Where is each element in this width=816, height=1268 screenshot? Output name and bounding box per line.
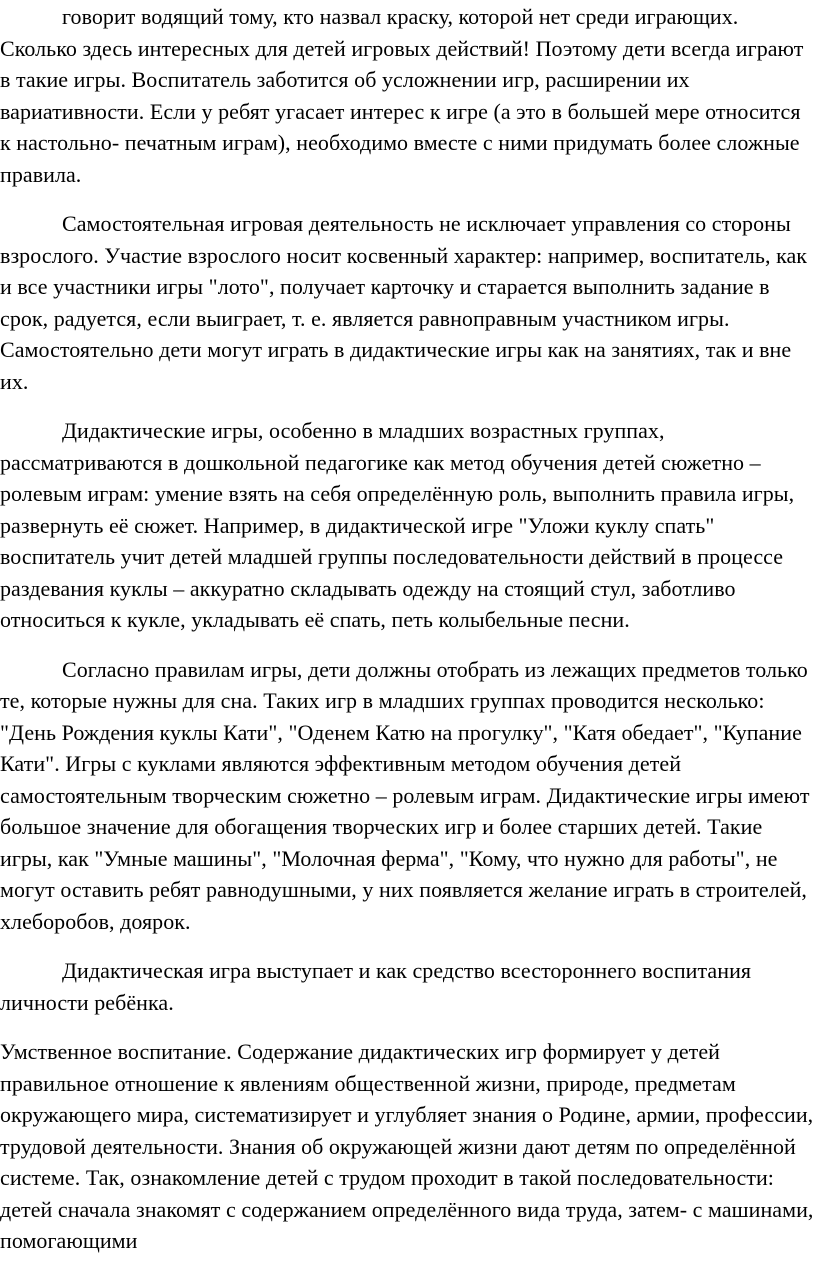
- paragraph: Умственное воспитание. Содержание дидактических игр формирует у детей правильное отношение к явлениям общественной жизни, природе, предметам окружающего мира, систематизирует и углубляет знания о Родине, армии, профессии, трудовой деятельности. Знания об окружающей жизни дают детям по определённой системе. Так, ознакомление детей с трудом проходит в такой последовательности: детей сначала знакомят с содержанием определённого вида труда, затем- с машинами, помогающими: [0, 1039, 814, 1253]
- paragraph: говорит водящий тому, кто назвал краску, которой нет среди играющих. Сколько здесь интересных для детей игровых действий! Поэтому дети всегда играют в такие игры. Воспитатель заботится об усложнении игр, расширении их вариативности. Если у ребят угасает интерес к игре (а это в большей мере относится к настольно- печатным играм), необходимо вместе с ними придумать более сложные правила.: [0, 4, 804, 187]
- paragraph: Самостоятельная игровая деятельность не исключает управления со стороны взрослого. Участие взрослого носит косвенный характер: например, воспитатель, как и все участники игры "лото", получает карточку и старается выполнить задание в срок, радуется, если выиграет, т. е. является равноправным участником игры. Самостоятельно дети могут играть в дидактические игры как на занятиях, так и вне их.: [0, 211, 808, 394]
- paragraph: Согласно правилам игры, дети должны отобрать из лежащих предметов только те, которые нужны для сна. Таких игр в младших группах проводится несколько: "День Рождения куклы Кати", "Оденем Катю на прогулку", "Катя обедает", "Купание Кати". Игры с куклами являются эффективным методом обучения детей самостоятельным творческим сюжетно – ролевым играм. Дидактические игры имеют большое значение для обогащения творческих игр и более старших детей. Такие игры, как "Умные машины", "Молочная ферма", "Кому, что нужно для работы", не могут оставить ребят равнодушными, у них появляется желание играть в строителей, хлеборобов, доярок.: [0, 656, 810, 934]
- paragraph: Дидактическая игра выступает и как средство всестороннего воспитания личности ребёнка.: [0, 958, 752, 1015]
- paragraph: Дидактические игры, особенно в младших возрастных группах, рассматриваются в дошкольной педагогике как метод обучения детей сюжетно – ролевым играм: умение взять на себя определённую роль, выполнить правила игры, развернуть её сюжет. Например, в дидактической игре "Уложи куклу спать" воспитатель учит детей младшей группы последовательности действий в процессе раздевания куклы – аккуратно складывать одежду на стоящий стул, заботливо относиться к кукле, укладывать её спать, петь колыбельные песни.: [0, 418, 795, 632]
